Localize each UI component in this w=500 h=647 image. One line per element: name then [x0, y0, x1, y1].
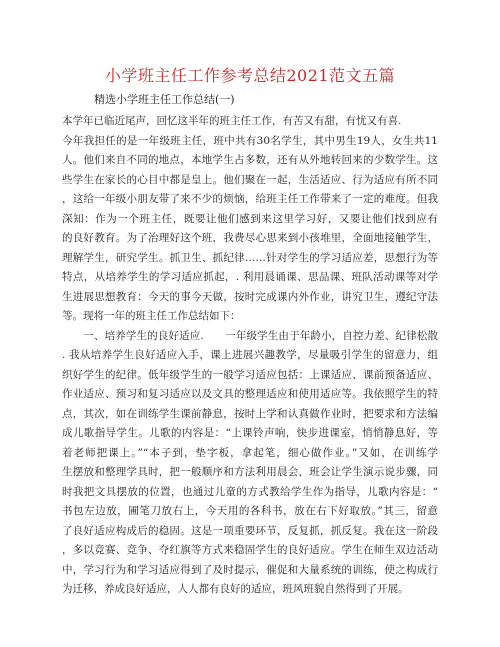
- paragraph-line: ，多以竞赛、竞争、夺红旗等方式来稳固学生的良好适应。学生在师生双边活动: [62, 544, 438, 556]
- paragraph-line: 理解学生，研究学生。抓卫生、抓纪律……针对学生的学习适应差，思想行为等: [62, 251, 438, 264]
- paragraph-line: 生进展思想教育：今天的事今天做，按时完成课内外作业，讲究卫生，遵纪守法: [62, 290, 438, 303]
- paragraph-line: 时我把文具摆放的位置，也通过儿童的方式教给学生作为指导，儿歌内容是：“: [62, 485, 438, 498]
- paragraph-line: . 我从培养学生良好适应入手，课上进展兴趣教学，尽量吸引学生的留意力，组: [62, 349, 438, 361]
- paragraph-line: 点，其次，如在训练学生课前静息，按时上学和认真做作业时，把要求和方法编: [62, 407, 438, 420]
- paragraph-line: 书包左边放，圃笔刀放右上，今天用的各科书，放在右下好取放。”其三，留意: [62, 505, 438, 517]
- paragraph-line: 成儿歌指导学生。儿歌的内容是：“上课铃声响，快步进课室，悄悄静息好，等: [62, 427, 438, 439]
- section-subtitle: 精选小学班主任工作总结(一): [94, 93, 235, 106]
- paragraph-line: 人。他们来自不同的地点，本地学生占多数，还有从外地转回来的少数学生。这: [62, 154, 438, 166]
- paragraph-line: ，这给一年级小朋友带了来不少的烦恼，给班主任工作带来了一定的难度。但我: [62, 193, 438, 205]
- paragraph-line: 等。现将一年的班主任工作总结如下：: [62, 310, 241, 322]
- paragraph-line: 深知：作为一个班主任，既要让他们感到来这里学习好，又要让他们找到应有: [62, 212, 438, 225]
- paragraph-line: 些学生在家长的心目中都是皇上。他们聚在一起，生活适应、行为适应有所不同: [62, 173, 438, 186]
- paragraph-line: 为迁移，养成良好适应，人人都有良好的适应，班风班貌自然得到了开展。: [62, 583, 409, 595]
- document-body: [62, 112, 438, 600]
- paragraph-line: 了良好适应构成后的稳固。这是一项重要环节，反复抓，抓反复。我在这一阶段: [62, 524, 438, 537]
- paragraph-line: 本学年已临近尾声，回忆这半年的班主任工作，有苦又有甜，有忧又有喜.: [62, 115, 402, 127]
- document-title: 小学班主任工作参考总结2021范文五篇: [104, 66, 396, 85]
- paragraph-line: 的良好教育。为了治理好这个班，我费尽心思来到小孩堆里，全面地接触学生，: [62, 232, 438, 244]
- paragraph-line: 一、培养学生的良好适应. 一年级学生由于年龄小，自控力差、纪律松散: [62, 329, 438, 342]
- paragraph-line: 特点，从培养学生的学习适应抓起，. 利用晨诵课、思品课、班队活动课等对学: [62, 271, 438, 283]
- paragraph-line: 织好学生的纪律。低年级学生的一般学习适应包括：上课适应、课前预备适应、: [62, 368, 438, 381]
- paragraph-line: 着老师把课上。”“本子到，垫字板，拿起笔，细心做作业。”又如，在训练学: [62, 446, 438, 459]
- paragraph-line: 生摆放和整理学具时，把一般顺序和方法利用晨会，班会让学生演示说步骤，同: [62, 466, 438, 478]
- paragraph-line: 中，学习行为和学习适应得到了及时提示，催促和大量系统的训练，使之构成行: [62, 563, 438, 576]
- paragraph-line: 作业适应、预习和复习适应以及文具的整理适应和使用适应等。我依照学生的特: [62, 388, 438, 400]
- paragraph-line: 今年我担任的是一年级班主任，班中共有30名学生，其中男生19人，女生共11: [62, 134, 438, 147]
